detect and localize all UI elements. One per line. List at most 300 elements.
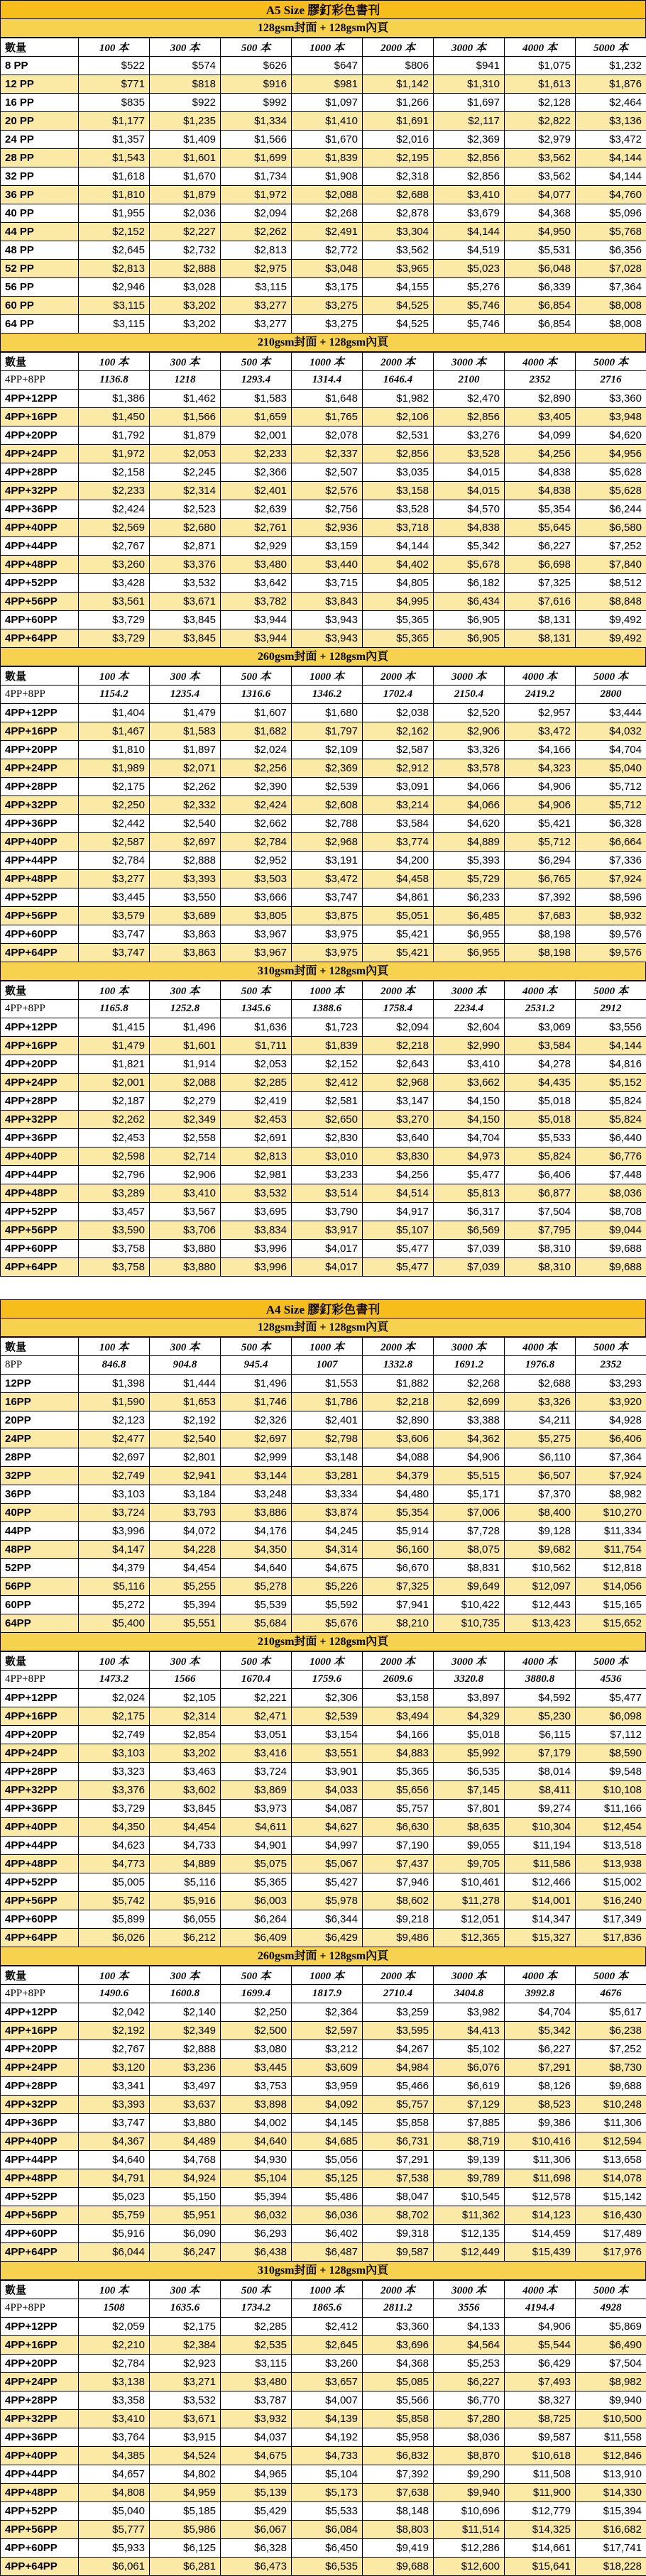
price-cell: $9,218	[363, 1910, 434, 1929]
price-cell: $3,982	[434, 2003, 505, 2022]
price-cell: $4,368	[363, 2355, 434, 2373]
price-cell: $4,984	[363, 2059, 434, 2077]
price-cell: $9,587	[363, 2243, 434, 2262]
row-label-cell: 4PP+12PP	[1, 704, 79, 722]
price-cell: $17,836	[576, 1929, 646, 1947]
price-cell: $5,018	[434, 1726, 505, 1744]
row-label-cell: 4PP+32PP	[1, 482, 79, 500]
price-cell: $3,010	[292, 1147, 363, 1166]
paper-spec-title: 310gsm封面 + 128gsm內頁	[0, 962, 646, 981]
price-cell: $10,422	[434, 1596, 505, 1614]
price-cell: $1,659	[221, 408, 292, 426]
price-cell: $2,210	[79, 2336, 150, 2355]
price-cell: $3,845	[150, 611, 221, 629]
price-cell: $3,175	[292, 278, 363, 297]
price-cell: $2,162	[363, 722, 434, 741]
price-cell: $2,349	[150, 1111, 221, 1129]
price-cell: $6,238	[576, 2022, 646, 2040]
price-cell: $3,550	[150, 888, 221, 907]
table-row	[1, 1837, 646, 1855]
price-cell: $3,248	[221, 1485, 292, 1504]
price-cell: $2,878	[363, 204, 434, 223]
price-cell: $10,545	[434, 2188, 505, 2206]
price-cell: $3,944	[221, 611, 292, 629]
price-cell: $6,032	[221, 2206, 292, 2225]
price-cell: $7,364	[576, 278, 646, 297]
price-cell: $3,637	[150, 2096, 221, 2114]
price-cell: $9,705	[434, 1855, 505, 1873]
row-label-cell: 60PP	[1, 1596, 79, 1614]
row-label-cell: 4PP+28PP	[1, 1763, 79, 1781]
price-cell: 3000 本	[434, 1652, 505, 1670]
price-cell: $6,048	[505, 260, 576, 278]
price-cell: $5,255	[150, 1578, 221, 1596]
price-cell: $3,277	[221, 315, 292, 334]
row-label-cell: 60 PP	[1, 297, 79, 315]
price-cell: $4,838	[505, 463, 576, 482]
price-cell: $5,365	[363, 629, 434, 648]
row-label-cell: 4PP+24PP	[1, 1744, 79, 1763]
price-cell: $3,233	[292, 1166, 363, 1184]
price-cell: $1,914	[150, 1055, 221, 1074]
row-label-cell: 數量	[1, 981, 79, 1000]
price-cell: $3,202	[150, 1744, 221, 1763]
price-cell: $2,784	[221, 833, 292, 852]
price-cell: $1,636	[221, 1018, 292, 1037]
price-cell: 4000 本	[505, 353, 576, 371]
price-cell: $12,097	[505, 1578, 576, 1596]
row-label-cell: 4PP+56PP	[1, 2206, 79, 2225]
price-cell: $7,683	[505, 907, 576, 925]
row-label-cell: 4PP+52PP	[1, 888, 79, 907]
price-cell: $1,972	[79, 445, 150, 463]
price-cell: $4,906	[505, 796, 576, 815]
price-cell: $6,535	[292, 2558, 363, 2576]
price-cell: $7,448	[576, 1166, 646, 1184]
price-cell: $3,996	[79, 1522, 150, 1541]
price-cell: $2,772	[292, 241, 363, 260]
price-cell: $5,824	[576, 1111, 646, 1129]
price-cell: $7,801	[434, 1800, 505, 1818]
price-cell: $5,018	[505, 1092, 576, 1111]
price-cell: $3,671	[150, 593, 221, 611]
price-cell: $2,697	[79, 1448, 150, 1467]
price-cell: $3,080	[221, 2040, 292, 2059]
price-cell: 1314.4	[292, 371, 363, 390]
price-cell: $3,444	[576, 704, 646, 722]
price-cell: 1635.6	[150, 2299, 221, 2318]
price-cell: $3,793	[150, 1504, 221, 1522]
price-cell: $2,192	[150, 1411, 221, 1430]
price-cell: $3,091	[363, 778, 434, 796]
table-row	[1, 1504, 646, 1522]
price-cell: $1,410	[292, 112, 363, 131]
row-label-cell: 4PP+40PP	[1, 1147, 79, 1166]
table-row	[1, 2539, 646, 2558]
price-cell: $7,638	[363, 2484, 434, 2502]
row-label-cell: 64PP	[1, 1614, 79, 1633]
price-cell: $5,023	[79, 2188, 150, 2206]
price-cell: $11,278	[434, 1892, 505, 1910]
table-row	[1, 131, 646, 149]
price-cell: $5,365	[363, 611, 434, 629]
price-cell: $5,916	[79, 2225, 150, 2243]
price-cell: $10,304	[505, 1818, 576, 1837]
row-label-cell: 52PP	[1, 1559, 79, 1578]
price-cell: $4,144	[363, 537, 434, 556]
price-cell: $8,148	[363, 2502, 434, 2521]
row-label-cell: 4PP+8PP	[1, 2299, 79, 2318]
price-cell: $2,250	[221, 2003, 292, 2022]
price-cell: $11,166	[576, 1800, 646, 1818]
table-row	[1, 1166, 646, 1184]
price-cell: 5000 本	[576, 1338, 646, 1356]
row-label-cell: 4PP+16PP	[1, 2336, 79, 2355]
price-cell: $9,688	[576, 1240, 646, 1258]
price-cell: $15,652	[576, 1614, 646, 1633]
price-cell: $8,702	[363, 2206, 434, 2225]
price-cell: $5,742	[79, 1892, 150, 1910]
price-cell: 1734.2	[221, 2299, 292, 2318]
price-cell: $2,337	[292, 445, 363, 463]
price-cell: $2,576	[292, 482, 363, 500]
table-row	[1, 2132, 646, 2151]
price-cell: $9,386	[505, 2114, 576, 2132]
table-row	[1, 260, 646, 278]
table-row	[1, 426, 646, 445]
price-cell: $7,370	[505, 1485, 576, 1504]
price-cell: $8,400	[505, 1504, 576, 1522]
price-cell: $4,675	[292, 1559, 363, 1578]
price-cell: $3,276	[434, 426, 505, 445]
row-label-cell: 4PP+24PP	[1, 445, 79, 463]
price-cell: $4,144	[434, 223, 505, 241]
price-cell: $4,099	[505, 426, 576, 445]
row-label-cell: 4PP+24PP	[1, 1074, 79, 1092]
price-cell: $818	[150, 75, 221, 94]
price-cell: 2000 本	[363, 1652, 434, 1670]
price-cell: $7,538	[363, 2169, 434, 2188]
table-row	[1, 852, 646, 870]
price-cell: $4,192	[292, 2428, 363, 2447]
price-cell: $4,620	[576, 426, 646, 445]
price-cell: $2,152	[292, 1055, 363, 1074]
price-cell: $3,863	[150, 944, 221, 962]
price-cell: $3,214	[363, 796, 434, 815]
price-cell: $8,708	[576, 1203, 646, 1221]
price-cell: $4,144	[576, 1037, 646, 1055]
price-cell: $2,929	[221, 537, 292, 556]
table-row	[1, 1092, 646, 1111]
price-cell: $7,493	[505, 2373, 576, 2391]
price-cell: 4000 本	[505, 1338, 576, 1356]
price-cell: $3,830	[363, 1147, 434, 1166]
price-cell: $5,278	[221, 1578, 292, 1596]
price-cell: $2,152	[79, 223, 150, 241]
price-cell: $2,639	[221, 500, 292, 519]
price-cell: 500 本	[221, 1966, 292, 1985]
price-cell: $9,290	[434, 2465, 505, 2484]
price-cell: $2,856	[434, 408, 505, 426]
price-cell: $6,084	[292, 2521, 363, 2539]
price-cell: $4,032	[576, 722, 646, 741]
price-cell: $7,924	[576, 870, 646, 888]
price-cell: $3,405	[505, 408, 576, 426]
price-cell: $2,401	[292, 1411, 363, 1430]
price-cell: $1,810	[79, 186, 150, 204]
price-cell: $11,508	[505, 2465, 576, 2484]
price-cell: 1252.8	[150, 1000, 221, 1018]
row-label-cell: 4PP+44PP	[1, 1166, 79, 1184]
price-cell: $6,061	[79, 2558, 150, 2576]
price-cell: $3,845	[150, 1800, 221, 1818]
table-row	[1, 223, 646, 241]
table-row	[1, 704, 646, 722]
price-cell: $3,932	[221, 2410, 292, 2428]
price-cell: 2000 本	[363, 667, 434, 686]
price-cell: $2,936	[292, 519, 363, 537]
price-cell: $5,617	[576, 2003, 646, 2022]
price-cell: $4,838	[434, 519, 505, 537]
price-cell: 1566	[150, 1670, 221, 1689]
table-row	[1, 1393, 646, 1411]
price-cell: $6,569	[434, 1221, 505, 1240]
price-cell: 1759.6	[292, 1670, 363, 1689]
price-cell: $8,075	[434, 1541, 505, 1559]
price-cell: $3,898	[221, 2096, 292, 2114]
price-cell: $12,779	[505, 2502, 576, 2521]
price-cell: $6,485	[434, 907, 505, 925]
price-cell: $5,226	[292, 1578, 363, 1596]
price-cell: $3,360	[363, 2318, 434, 2336]
price-cell: $7,039	[434, 1240, 505, 1258]
price-cell: 2716	[576, 371, 646, 390]
price-cell: $5,150	[150, 2188, 221, 2206]
price-cell: $5,400	[79, 1614, 150, 1633]
price-cell: 500 本	[221, 38, 292, 57]
row-label-cell: 20 PP	[1, 112, 79, 131]
price-cell: $8,523	[505, 2096, 576, 2114]
price-cell: $4,267	[363, 2040, 434, 2059]
price-cell: $5,393	[434, 852, 505, 870]
price-cell: $13,938	[576, 1855, 646, 1873]
price-cell: $9,789	[434, 2169, 505, 2188]
price-cell: $5,533	[292, 2502, 363, 2521]
price-cell: $5,421	[363, 944, 434, 962]
price-cell: 2609.6	[363, 1670, 434, 1689]
price-cell: $5,678	[434, 556, 505, 574]
price-cell: $2,401	[221, 482, 292, 500]
price-cell: $3,275	[292, 315, 363, 334]
price-cell: $7,924	[576, 1467, 646, 1485]
row-label-cell: 4PP+60PP	[1, 1910, 79, 1929]
price-cell: $1,699	[221, 149, 292, 167]
price-cell: $1,989	[79, 759, 150, 778]
price-cell: $1,310	[434, 75, 505, 94]
price-cell: $8,131	[505, 629, 576, 648]
row-label-cell: 4PP+24PP	[1, 2059, 79, 2077]
price-cell: $4,385	[79, 2447, 150, 2465]
price-cell: 5000 本	[576, 981, 646, 1000]
price-cell: $8,512	[576, 574, 646, 593]
price-cell: 100 本	[79, 38, 150, 57]
price-cell: $6,067	[221, 2521, 292, 2539]
price-cell: $12,286	[434, 2539, 505, 2558]
price-cell: $1,786	[292, 1393, 363, 1411]
price-cell: $2,784	[79, 2355, 150, 2373]
price-cell: $3,028	[150, 278, 221, 297]
price-cell: $2,822	[505, 112, 576, 131]
row-label-cell: 12 PP	[1, 75, 79, 94]
row-label-cell: 4PP+52PP	[1, 2188, 79, 2206]
row-label-cell: 52 PP	[1, 260, 79, 278]
price-cell: $4,211	[505, 1411, 576, 1430]
price-cell: $3,281	[292, 1467, 363, 1485]
price-cell: 300 本	[150, 353, 221, 371]
price-cell: 500 本	[221, 981, 292, 1000]
price-cell: $2,540	[150, 815, 221, 833]
price-cell: $4,362	[434, 1430, 505, 1448]
price-cell: $12,135	[434, 2225, 505, 2243]
price-cell: $3,147	[363, 1092, 434, 1111]
price-cell: $2,088	[292, 186, 363, 204]
price-cell: $8,008	[576, 297, 646, 315]
price-cell: $4,965	[221, 2465, 292, 2484]
price-cell: 5000 本	[576, 667, 646, 686]
price-cell: $5,085	[363, 2373, 434, 2391]
price-cell: $5,978	[292, 1892, 363, 1910]
row-label-cell: 4PP+40PP	[1, 2132, 79, 2151]
price-cell: $5,992	[434, 1744, 505, 1763]
price-cell: $6,490	[576, 2336, 646, 2355]
price-cell: $1,097	[292, 94, 363, 112]
price-cell: $2,158	[79, 463, 150, 482]
table-row	[1, 1781, 646, 1800]
price-cell: 1154.2	[79, 686, 150, 704]
price-cell: $3,875	[292, 907, 363, 925]
row-label-cell: 4PP+48PP	[1, 2169, 79, 2188]
price-cell: $3,671	[150, 2410, 221, 2428]
price-cell: $4,704	[505, 2003, 576, 2022]
price-cell: $1,386	[79, 390, 150, 408]
price-cell: 3320.8	[434, 1670, 505, 1689]
price-cell: $2,813	[221, 1147, 292, 1166]
table-row	[1, 1541, 646, 1559]
price-cell: $4,002	[221, 2114, 292, 2132]
price-cell: $1,553	[292, 1375, 363, 1393]
paper-spec-title: 260gsm封面 + 128gsm內頁	[0, 648, 646, 666]
price-cell: $11,362	[434, 2206, 505, 2225]
price-table	[0, 1337, 646, 1633]
price-cell: 3000 本	[434, 1338, 505, 1356]
price-cell: $3,480	[221, 2373, 292, 2391]
price-cell: $7,252	[576, 537, 646, 556]
price-cell: $3,503	[221, 870, 292, 888]
price-cell: $4,200	[363, 852, 434, 870]
price-cell: $4,889	[434, 833, 505, 852]
price-cell: 100 本	[79, 353, 150, 371]
price-cell: $3,595	[363, 2022, 434, 2040]
price-cell: 3992.8	[505, 1985, 576, 2003]
price-cell: $14,078	[576, 2169, 646, 2188]
price-cell: $3,920	[576, 1393, 646, 1411]
price-cell: $3,747	[79, 2114, 150, 2132]
price-cell: $7,145	[434, 1781, 505, 1800]
price-cell: $9,649	[434, 1578, 505, 1596]
price-cell: 4000 本	[505, 981, 576, 1000]
row-label-cell: 40PP	[1, 1504, 79, 1522]
price-cell: $5,477	[434, 1166, 505, 1184]
price-cell: $5,139	[221, 2484, 292, 2502]
price-cell: 2419.2	[505, 686, 576, 704]
price-cell: $6,227	[434, 2373, 505, 2391]
price-cell: $12,449	[434, 2243, 505, 2262]
table-row	[1, 1203, 646, 1221]
price-cell: $4,525	[363, 315, 434, 334]
row-label-cell: 4PP+36PP	[1, 1129, 79, 1147]
price-cell: $12,443	[505, 1596, 576, 1614]
price-cell: $9,587	[505, 2428, 576, 2447]
price-cell: $4,015	[434, 482, 505, 500]
price-cell: $3,260	[79, 556, 150, 574]
price-cell: $12,594	[576, 2132, 646, 2151]
price-cell: $3,606	[363, 1430, 434, 1448]
price-cell: $11,754	[576, 1541, 646, 1559]
row-label-cell: 44PP	[1, 1522, 79, 1541]
price-cell: 3000 本	[434, 1966, 505, 1985]
price-cell: $12,466	[505, 1873, 576, 1892]
price-cell: $1,879	[150, 186, 221, 204]
price-cell: $2,890	[505, 390, 576, 408]
row-label-cell: 4PP+8PP	[1, 1670, 79, 1689]
row-label-cell: 4PP+24PP	[1, 2373, 79, 2391]
row-label-cell: 數量	[1, 1652, 79, 1670]
price-cell: $7,129	[434, 2096, 505, 2114]
price-cell: $2,390	[221, 778, 292, 796]
price-cell: $6,630	[363, 1818, 434, 1837]
price-cell: $1,821	[79, 1055, 150, 1074]
price-cell: $2,643	[363, 1055, 434, 1074]
price-cell: $6,125	[150, 2539, 221, 2558]
price-cell: $4,611	[221, 1818, 292, 1837]
price-cell: $3,874	[292, 1504, 363, 1522]
price-cell: $2,598	[79, 1147, 150, 1166]
price-cell: $2,412	[292, 1074, 363, 1092]
base-price-row	[1, 686, 646, 704]
row-label-cell: 數量	[1, 667, 79, 686]
price-cell: $2,946	[79, 278, 150, 297]
price-cell: $2,256	[221, 759, 292, 778]
table-row	[1, 463, 646, 482]
price-cell: $11,514	[434, 2521, 505, 2539]
price-cell: $3,259	[363, 2003, 434, 2022]
price-cell: $6,160	[363, 1541, 434, 1559]
price-cell: $12,818	[576, 1559, 646, 1578]
price-cell: $1,566	[150, 408, 221, 426]
price-cell: $5,645	[505, 519, 576, 537]
base-price-row	[1, 1000, 646, 1018]
price-cell: $7,728	[434, 1522, 505, 1541]
price-cell: $1,765	[292, 408, 363, 426]
price-cell: $10,696	[434, 2502, 505, 2521]
paper-spec-title: 128gsm封面 + 128gsm內頁	[0, 1319, 646, 1337]
price-cell: $2,306	[292, 1689, 363, 1707]
price-cell: $3,642	[221, 574, 292, 593]
price-cell: $4,489	[150, 2132, 221, 2151]
price-cell: $9,682	[505, 1541, 576, 1559]
price-cell: $3,609	[292, 2059, 363, 2077]
price-cell: $647	[292, 57, 363, 75]
